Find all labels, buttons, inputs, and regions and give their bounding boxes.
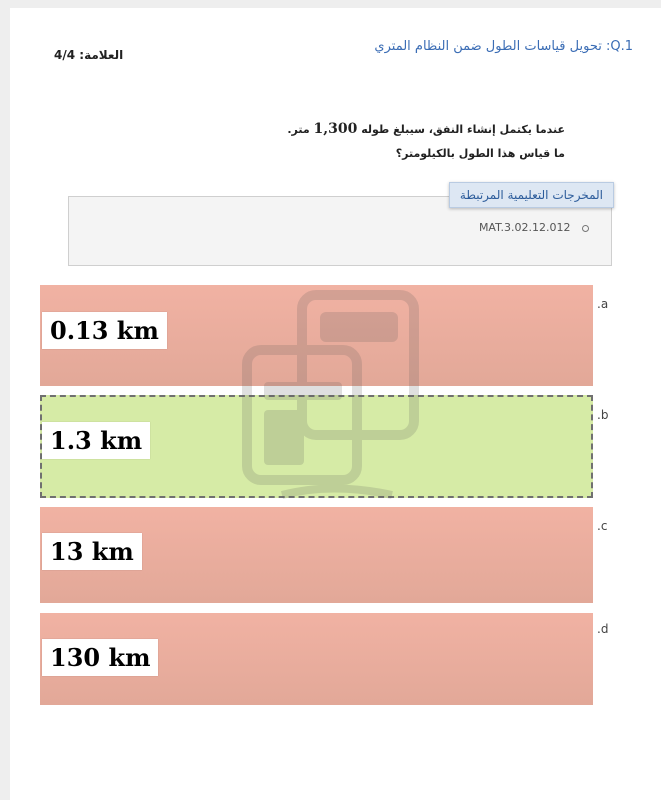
question-text bbox=[145, 117, 565, 166]
answer-option-d[interactable] bbox=[40, 613, 593, 705]
answer-option-a[interactable] bbox=[40, 285, 593, 386]
answer-text: 13 km bbox=[42, 533, 142, 570]
answer-text: 130 km bbox=[42, 639, 158, 676]
answer-option-c[interactable] bbox=[40, 507, 593, 603]
learning-outcomes-tab[interactable]: المخرجات التعليمية المرتبطة bbox=[449, 182, 614, 208]
question-line-1-suffix: متر. bbox=[287, 123, 310, 136]
option-letter-c: .c bbox=[597, 519, 608, 533]
outcome-code: MAT.3.02.12.012 bbox=[478, 221, 571, 234]
question-title: Q.1: تحويل قياسات الطول ضمن النظام المتري bbox=[374, 39, 633, 54]
answer-text: 1.3 km bbox=[42, 422, 150, 459]
option-letter-d: .d bbox=[597, 622, 609, 636]
option-letter-a: .a bbox=[597, 297, 609, 311]
answer-option-b[interactable] bbox=[40, 395, 593, 498]
question-line-1 bbox=[145, 117, 565, 142]
grade-label: العلامة: 4/4 bbox=[54, 48, 124, 62]
bullet-icon bbox=[582, 225, 589, 232]
question-line-1-prefix: عندما يكتمل إنشاء النفق، سيبلغ طوله bbox=[361, 123, 565, 136]
answer-text: 0.13 km bbox=[42, 312, 167, 349]
learning-outcome-item bbox=[479, 221, 589, 234]
option-letter-b: .b bbox=[597, 408, 609, 422]
question-number: 1,300 bbox=[313, 121, 358, 137]
question-line-2: ما قياس هذا الطول بالكيلومتر؟ bbox=[395, 147, 565, 160]
quiz-page bbox=[10, 8, 661, 800]
